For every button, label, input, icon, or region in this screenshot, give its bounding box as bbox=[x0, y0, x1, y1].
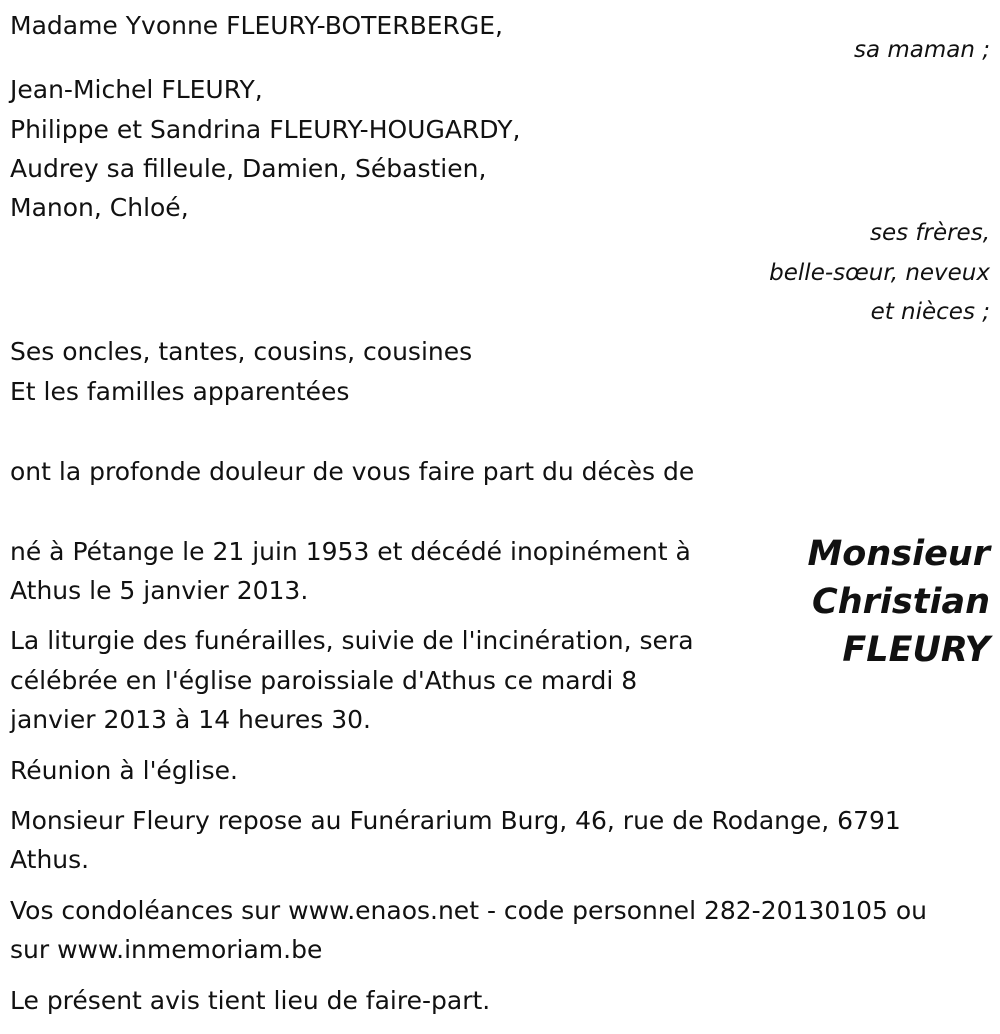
funeral-line: La liturgie des funérailles, suivie de l'incinération, sera bbox=[10, 626, 694, 655]
deceased-name-line: Christian bbox=[812, 582, 990, 622]
mother-name: Madame Yvonne FLEURY-BOTERBERGE, bbox=[10, 11, 504, 40]
repose-line: Monsieur Fleury repose au Funérarium Burg, 46, rue de Rodange, 6791 bbox=[10, 806, 901, 835]
notice-text: Le présent avis tient lieu de faire-part. bbox=[10, 986, 491, 1015]
condolences-line: sur www.inmemoriam.be bbox=[10, 935, 323, 964]
sibling-line: Audrey sa filleule, Damien, Sébastien, bbox=[10, 154, 487, 183]
announcement-text: ont la profonde douleur de vous faire part du décès de bbox=[10, 457, 695, 486]
siblings-role-line: belle-sœur, neveux bbox=[769, 260, 990, 286]
reunion-text: Réunion à l'église. bbox=[10, 756, 238, 785]
sibling-line: Manon, Chloé, bbox=[10, 193, 189, 222]
birth-death-line: Athus le 5 janvier 2013. bbox=[10, 576, 309, 605]
deceased-name bbox=[807, 530, 990, 674]
funeral-line: janvier 2013 à 14 heures 30. bbox=[10, 705, 371, 734]
repose-line: Athus. bbox=[10, 845, 90, 874]
relatives-line: Ses oncles, tantes, cousins, cousines bbox=[10, 337, 473, 366]
condolences-line: Vos condoléances sur www.enaos.net - code personnel 282-20130105 ou bbox=[10, 896, 928, 925]
deceased-name-line: FLEURY bbox=[842, 630, 990, 670]
sibling-line: Philippe et Sandrina FLEURY-HOUGARDY, bbox=[10, 115, 521, 144]
funeral-line: célébrée en l'église paroissiale d'Athus ce mardi 8 bbox=[10, 666, 638, 695]
siblings-role-line: et nièces ; bbox=[870, 299, 990, 325]
deceased-name-line: Monsieur bbox=[807, 534, 990, 574]
sibling-line: Jean-Michel FLEURY, bbox=[10, 75, 263, 104]
mother-role: sa maman ; bbox=[853, 37, 990, 63]
birth-death-line: né à Pétange le 21 juin 1953 et décédé inopinément à bbox=[10, 537, 691, 566]
siblings-role-line: ses frères, bbox=[869, 220, 990, 246]
relatives-line: Et les familles apparentées bbox=[10, 377, 350, 406]
